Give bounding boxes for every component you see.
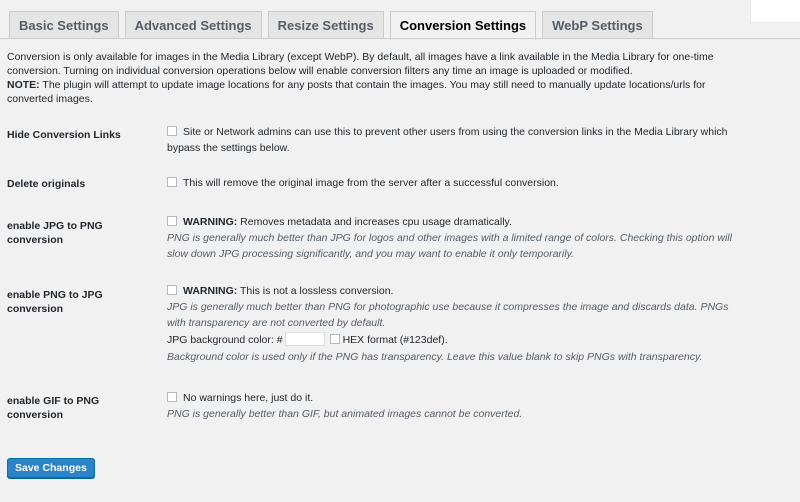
delete-originals-text: This will remove the original image from the server after a successful conversion. [183, 177, 559, 189]
jpg-to-png-warning-text: Removes metadata and increases cpu usage dramatically. [237, 216, 512, 228]
delete-originals-label: Delete originals [7, 178, 86, 190]
tab-advanced-settings[interactable]: Advanced Settings [125, 11, 262, 38]
hex-color-swatch [330, 334, 340, 344]
hide-conversion-links-checkbox[interactable] [167, 126, 177, 136]
intro-paragraph: Conversion is only available for images in the Media Library (except WebP). By default, all images have a link available in the Media Library for one-time conversion. Turning on individual conversion operations below will enable conversion filters any time an image is uploaded or modified. [7, 51, 714, 77]
gif-to-png-text: No warnings here, just do it. [183, 392, 314, 404]
hex-format-hint: HEX format (#123def). [342, 334, 448, 346]
hide-conversion-links-field [167, 124, 737, 156]
note-label: NOTE: [7, 79, 40, 91]
tab-resize-settings[interactable]: Resize Settings [268, 11, 384, 38]
jpg-background-color-description: Background color is used only if the PNG has transparency. Leave this value blank to skip PNGs with transparency. [167, 351, 703, 363]
delete-originals-checkbox[interactable] [167, 177, 177, 187]
tab-basic-settings[interactable]: Basic Settings [9, 11, 119, 38]
tab-divider [0, 38, 800, 39]
intro-text [7, 50, 747, 106]
png-to-jpg-option [167, 283, 737, 299]
png-to-jpg-label: enable PNG to JPG conversion [7, 289, 103, 315]
jpg-to-png-description: PNG is generally much better than JPG for logos and other images with a limited range of colors. Checking this option will slow down JPG processing significantly, and you may want to enable it only temporarily. [167, 232, 732, 260]
jpg-to-png-checkbox[interactable] [167, 216, 177, 226]
png-to-jpg-checkbox[interactable] [167, 285, 177, 295]
jpg-background-color-row [167, 332, 737, 348]
jpg-background-color-label: JPG background color: # [167, 334, 283, 346]
jpg-background-color-input[interactable] [285, 332, 325, 346]
png-to-jpg-warning-label: WARNING: [183, 285, 238, 297]
gif-to-png-checkbox[interactable] [167, 392, 177, 402]
png-to-jpg-description: JPG is generally much better than PNG for photographic use because it compresses the image and discards data. PNGs with transparency are not converted by default. [167, 301, 729, 329]
png-to-jpg-warning-text: This is not a lossless conversion. [237, 285, 394, 297]
delete-originals-field [167, 175, 737, 191]
intro-note [7, 78, 747, 106]
jpg-to-png-field [167, 214, 737, 262]
gif-to-png-option [167, 390, 737, 406]
tab-conversion-settings[interactable]: Conversion Settings [390, 11, 536, 40]
hide-conversion-links-label: Hide Conversion Links [7, 129, 121, 141]
png-to-jpg-field [167, 283, 737, 365]
jpg-to-png-option [167, 214, 737, 230]
jpg-to-png-warning-label: WARNING: [183, 216, 238, 228]
jpg-to-png-label: enable JPG to PNG conversion [7, 220, 103, 246]
save-changes-button[interactable]: Save Changes [7, 458, 95, 478]
gif-to-png-description: PNG is generally better than GIF, but animated images cannot be converted. [167, 408, 523, 420]
hide-conversion-links-text: Site or Network admins can use this to prevent other users from using the conversion links in the Media Library which bypass the settings below. [167, 126, 728, 154]
gif-to-png-label: enable GIF to PNG conversion [7, 395, 100, 421]
top-right-panel [750, 0, 800, 23]
settings-tabs [9, 11, 653, 39]
gif-to-png-field [167, 390, 737, 422]
note-text: The plugin will attempt to update image locations for any posts that contain the images. You may still need to manually update locations/urls for converted images. [7, 79, 706, 105]
tab-webp-settings[interactable]: WebP Settings [542, 11, 653, 38]
